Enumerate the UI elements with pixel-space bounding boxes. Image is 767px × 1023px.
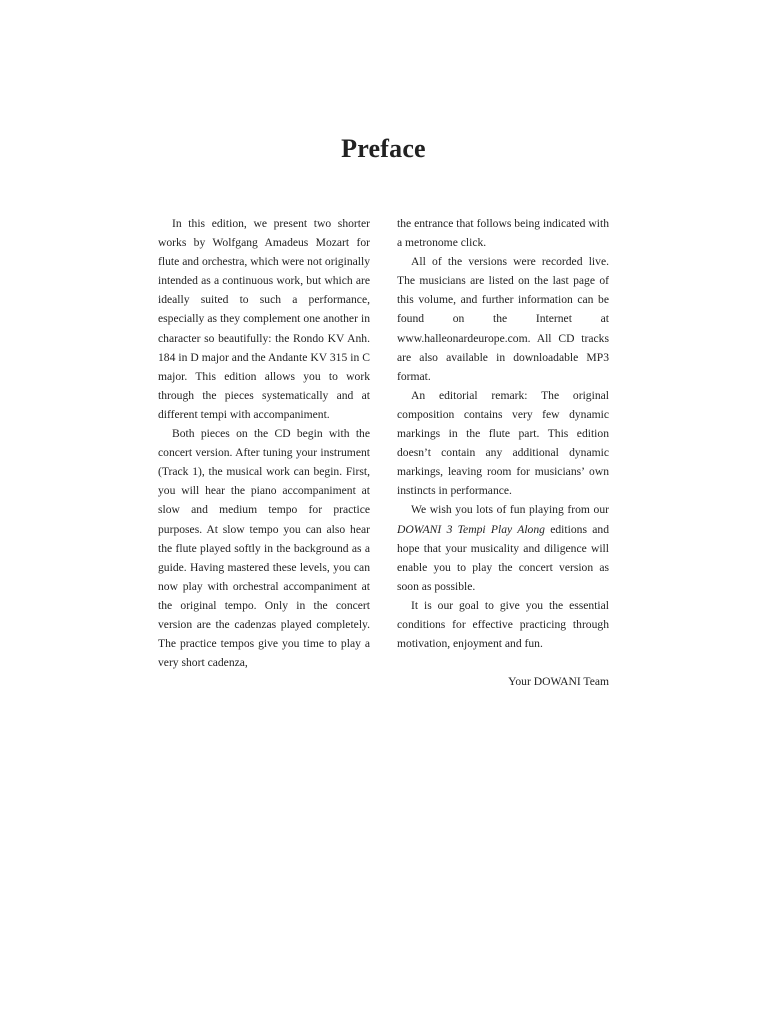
paragraph: the entrance that follows being indicated with a metronome click. <box>397 217 609 250</box>
right-column <box>397 214 609 691</box>
paragraph: An editorial remark: The original composition contains very few dynamic markings in the flute part. This edition doesn’t contain any additional dynamic markings, leaving room for musicians’ own instincts in performance. <box>397 388 609 498</box>
edition-name: DOWANI 3 Tempi Play Along <box>397 522 545 536</box>
paragraph: Both pieces on the CD begin with the concert version. After tuning your instrument (Track 1), the musical work can begin. First, you will hear the piano accompaniment at slow and medium tempo for practice purposes. At slow tempo you can also hear the flute played softly in the background as a guide. Having mastered these levels, you can now play with orchestral accompaniment at the original tempo. Only in the concert version are the cadenzas played completely. The practice tempos give you time to play a very short cadenza, <box>158 427 370 670</box>
paragraph: All of the versions were recorded live. The musicians are listed on the last page of this volume, and further information can be found on the Internet at www.halleonardeurope.com. All CD tracks are also available in downloadable MP3 format. <box>397 255 609 383</box>
paragraph: It is our goal to give you the essential conditions for effective practicing through motivation, enjoyment and fun. <box>397 598 609 651</box>
paragraph: In this edition, we present two shorter works by Wolfgang Amadeus Mozart for flute and orchestra, which were not originally intended as a continuous work, but which are ideally suited to such a performance, especially as they complement one another in character so beautifully: the Rondo KV Anh. 184 in D major and the Andante KV 315 in C major. This edition allows you to work through the pieces systematically and at different tempi with accompaniment. <box>158 217 370 421</box>
signature: Your DOWANI Team <box>508 675 609 689</box>
paragraph <box>397 500 609 595</box>
text-segment: editions and hope that your musicality and diligence will enable you to play the concert version as soon as possible. <box>397 522 609 593</box>
left-column <box>158 214 370 672</box>
page-title: Preface <box>341 134 426 163</box>
text-segment: We wish you lots of fun playing from our <box>411 503 609 517</box>
